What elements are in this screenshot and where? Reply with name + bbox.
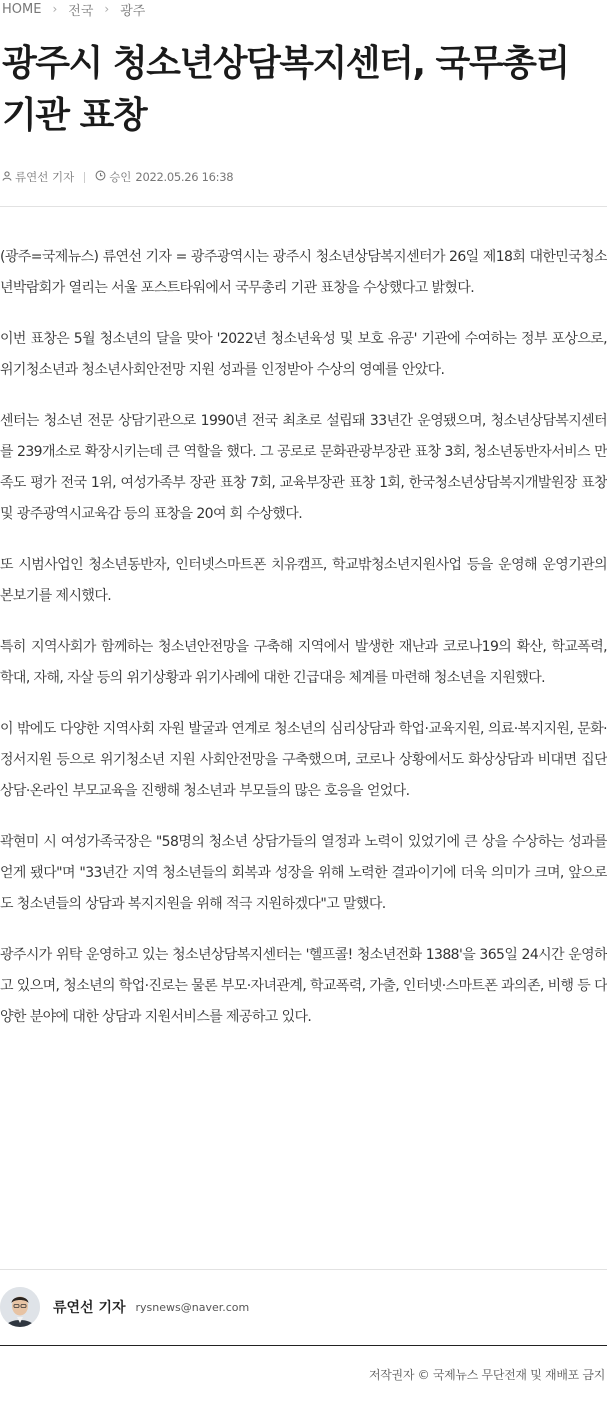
article-paragraph: 센터는 청소년 전문 상담기관으로 1990년 전국 최초로 설립돼 33년간 운영됐으며, 청소년상담복지센터를 239개소로 확장시키는데 큰 역할을 했다. 그 공로로 문화관광부장관 표창 3회, 청소년동반자서비스 만족도 평가 전국 1위, 여성가족부 장관 표창 7회, 교육부장관 표창 1회, 한국청소년상담복지개발원장 표창 및 광주광역시교육감 등의 표창을 20여 회 수상했다. xyxy=(0,413,607,522)
article-author[interactable]: 류연선 기자 xyxy=(15,170,75,184)
breadcrumb-level2[interactable]: 광주 xyxy=(120,3,146,19)
article-paragraph: 이번 표창은 5월 청소년의 달을 맞아 '2022년 청소년육성 및 보호 유공' 기관에 수여하는 정부 포상으로, 위기청소년과 청소년사회안전망 지원 성과를 인정받아 수상의 영예를 안았다. xyxy=(0,331,607,378)
meta-divider xyxy=(84,172,85,183)
article-meta xyxy=(2,168,233,186)
reporter-avatar[interactable] xyxy=(0,1287,40,1327)
body-divider xyxy=(0,1269,607,1270)
chevron-right-icon: › xyxy=(52,2,58,16)
chevron-right-icon: › xyxy=(104,2,110,16)
article-body xyxy=(0,242,607,1053)
breadcrumb-level1[interactable]: 전국 xyxy=(68,3,94,19)
reporter-box xyxy=(0,1284,249,1330)
copyright-notice: 저작권자 © 국제뉴스 무단전재 및 재배포 금지 xyxy=(368,1368,605,1382)
article-paragraph: 곽현미 시 여성가족국장은 "58명의 청소년 상담가들의 열정과 노력이 있었기에 큰 상을 수상하는 성과를 얻게 됐다"며 "33년간 지역 청소년들의 회복과 성장을 위해 노력한 결과이기에 더욱 의미가 크며, 앞으로도 청소년들의 상담과 복지지원을 위해 적극 지원하겠다"고 말했다. xyxy=(0,834,607,912)
article-title: 광주시 청소년상담복지센터, 국무총리 기관 표창 xyxy=(2,43,569,136)
breadcrumb xyxy=(2,0,145,18)
article-paragraph: 또 시범사업인 청소년동반자, 인터넷스마트폰 치유캠프, 학교밖청소년지원사업 등을 운영해 운영기관의 본보기를 제시했다. xyxy=(0,557,607,604)
reporter-email[interactable]: rysnews@naver.com xyxy=(135,1300,250,1314)
approved-label: 승인 xyxy=(109,170,132,184)
article-paragraph: 특히 지역사회가 함께하는 청소년안전망을 구축해 지역에서 발생한 재난과 코로나19의 확산, 학교폭력, 학대, 자해, 자살 등의 위기상황과 위기사례에 대한 긴급대응 체계를 마련해 청소년을 지원했다. xyxy=(0,639,607,686)
article-paragraph: 광주시가 위탁 운영하고 있는 청소년상담복지센터는 '헬프콜! 청소년전화 1388'을 365일 24시간 운영하고 있으며, 청소년의 학업·진로는 물론 부모·자녀관계, 학교폭력, 가출, 인터넷·스마트폰 과의존, 비행 등 다양한 분야에 대한 상담과 지원서비스를 제공하고 있다. xyxy=(0,947,607,1025)
article-paragraph: (광주=국제뉴스) 류연선 기자 = 광주광역시는 광주시 청소년상담복지센터가 26일 제18회 대한민국청소년박람회가 열리는 서울 포스트타워에서 국무총리 기관 표창을 수상했다고 밝혔다. xyxy=(0,249,607,296)
article-paragraph: 이 밖에도 다양한 지역사회 자원 발굴과 연계로 청소년의 심리상담과 학업·교육지원, 의료·복지지원, 문화·정서지원 등으로 위기청소년 지원 사회안전망을 구축했으며, 코로나 상황에서도 화상상담과 비대면 집단상담·온라인 부모교육을 진행해 청소년과 부모들의 많은 호응을 얻었다. xyxy=(0,721,607,799)
article-date: 2022.05.26 16:38 xyxy=(135,170,234,184)
breadcrumb-home[interactable]: HOME xyxy=(2,1,42,17)
footer-divider xyxy=(0,1345,607,1346)
clock-icon xyxy=(95,170,106,184)
person-icon xyxy=(2,170,12,184)
header-divider xyxy=(0,206,607,207)
reporter-name[interactable]: 류연선 기자 xyxy=(53,1300,126,1316)
